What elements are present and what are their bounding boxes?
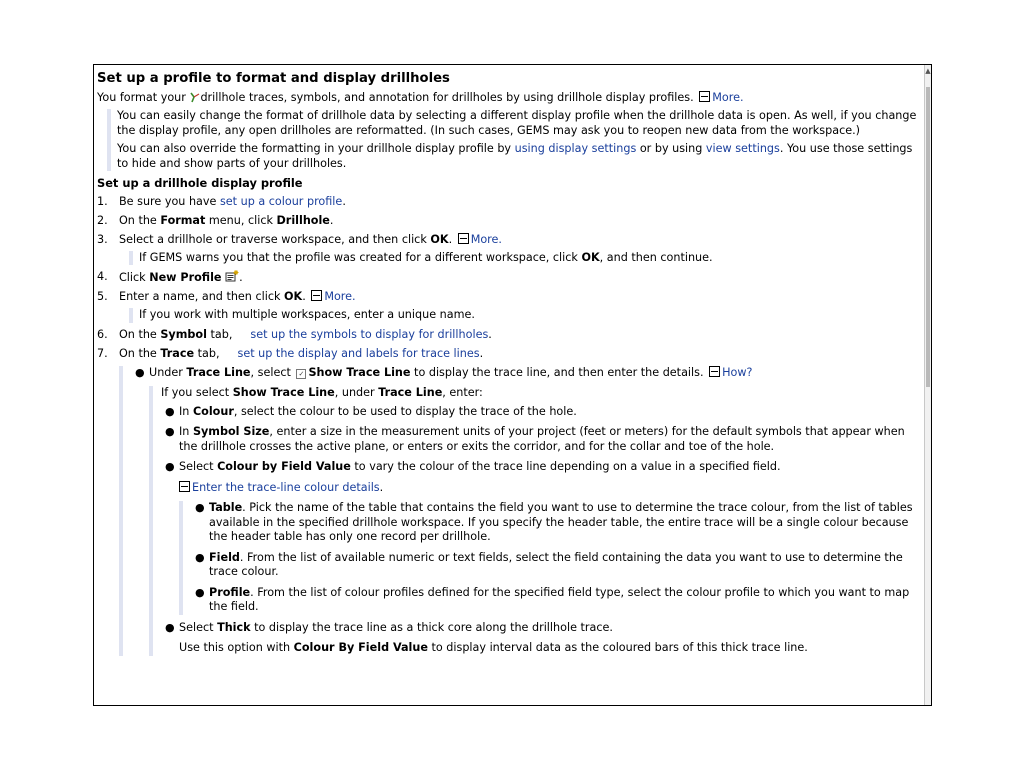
section-title: Set up a drillhole display profile (97, 176, 303, 190)
step-number: 7. (97, 346, 108, 360)
intro-more-link[interactable]: More. (712, 90, 744, 104)
intro-more-section (107, 109, 925, 171)
step-3 (97, 233, 925, 248)
step-text: . (479, 346, 484, 360)
step-4 (97, 270, 925, 286)
show-trace-line-bullet (131, 366, 925, 381)
bullet-icon: ● (135, 365, 145, 379)
trace-colour-details-link[interactable]: Enter the trace-line colour details (192, 480, 380, 494)
step-text: On the (119, 327, 161, 341)
step-number: 5. (97, 290, 108, 303)
step-text: menu, click (205, 213, 277, 227)
step-text: Click (119, 271, 150, 284)
bullet-icon: ● (195, 585, 205, 599)
table-label: Table (209, 501, 243, 514)
bullet-icon: ● (165, 460, 175, 473)
step-7 (97, 347, 925, 362)
step-2 (97, 214, 925, 229)
profile-bullet (191, 586, 925, 615)
bullet-text: . From the list of colour profiles defined for the specified field type, select the colour profile to which you want to map the field. (209, 585, 910, 613)
more-p2-text-a: You can also override the formatting in your drillhole display profile by (117, 142, 515, 155)
bullet-text: to display the trace line, and then enter the details. (410, 365, 708, 379)
more-paragraph-2 (117, 142, 925, 171)
step-text: . (302, 290, 310, 303)
view-settings-link[interactable]: view settings (705, 142, 780, 155)
show-trace-line-details (149, 386, 925, 656)
bullet-icon: ● (165, 620, 175, 634)
bullet-text: . From the list of available numeric or text fields, select the field containing the data you want to use to determine the trace colour. (209, 550, 903, 578)
step-6 (97, 328, 925, 343)
step-text: Select a drillhole or traverse workspace, and then click (119, 232, 431, 246)
step-text: tab, (194, 346, 220, 360)
bullet-icon: ● (165, 425, 175, 438)
colour-label: Colour (192, 404, 234, 418)
collapse-box-icon[interactable] (458, 233, 469, 244)
format-menu-label: Format (160, 213, 206, 227)
thick-note (161, 641, 925, 656)
colour-bullet (161, 405, 925, 420)
trace-line-label: Trace Line (378, 386, 443, 399)
symbol-tab-label: Symbol (160, 327, 207, 341)
help-content (97, 69, 925, 656)
step-text: On the (119, 213, 161, 227)
step-number: 2. (97, 213, 108, 227)
step-text: . (342, 194, 346, 208)
step-text: Be sure you have (119, 194, 220, 208)
step-text: . (488, 327, 492, 341)
bullet-text: Under (149, 365, 187, 379)
bullet-text: In (179, 425, 193, 438)
collapse-box-icon[interactable] (699, 91, 710, 102)
drillhole-command-label: Drillhole (276, 213, 330, 227)
bullet-icon: ● (195, 501, 205, 514)
detail-text: , enter: (442, 386, 483, 399)
step-text: . (329, 213, 334, 227)
drillhole-trace-icon (189, 92, 200, 103)
symbols-link[interactable]: set up the symbols to display for drillholes (250, 327, 489, 341)
page-title: Set up a profile to format and display drillholes (97, 71, 450, 86)
colour-by-field-label: Colour By Field Value (293, 641, 428, 654)
field-bullet (191, 551, 925, 580)
bullet-text: , select the colour to be used to display the trace of the hole. (233, 404, 577, 418)
intro-text-b: drillhole traces, symbols, and annotation for drillholes by using drillhole display profiles. (200, 90, 698, 104)
collapse-box-icon[interactable] (709, 366, 720, 377)
detail-text: If you select (161, 386, 233, 399)
step-5 (97, 290, 925, 305)
more-p2-text-c: . You use those settings to hide and show parts of your drillholes. (117, 142, 913, 170)
step-text: . (239, 271, 243, 284)
bullet-text: Select (179, 620, 218, 634)
link-suffix: . (379, 480, 384, 494)
step-3-note (129, 251, 925, 266)
symbol-size-bullet (161, 425, 925, 454)
scrollbar-thumb[interactable] (926, 87, 930, 387)
more-paragraph-1: You can easily change the format of drillhole data by selecting a different display profile when the drillhole data is open. As well, if you change the display profile, any open drillholes are reformatted. (In such cases, GEMS may ask you to reopen new data from the workspace.) (117, 109, 917, 137)
new-profile-icon (225, 270, 239, 282)
step-3-more-link[interactable]: More. (470, 232, 502, 246)
step-number: 3. (97, 232, 108, 246)
ok-label: OK (284, 290, 303, 303)
trace-line-label: Trace Line (186, 365, 251, 379)
vertical-scrollbar[interactable] (924, 65, 931, 705)
thick-bullet (161, 621, 925, 636)
colour-profile-link[interactable]: set up a colour profile (219, 194, 343, 208)
thick-label: Thick (217, 620, 251, 634)
bullet-text: Select (179, 460, 218, 473)
collapse-box-icon[interactable] (311, 290, 322, 301)
note-text: If GEMS warns you that the profile was created for a different workspace, click (139, 250, 582, 264)
trace-details-section (119, 366, 925, 656)
trace-tab-label: Trace (160, 346, 195, 360)
ok-label: OK (430, 232, 449, 246)
step-text: Enter a name, and then click (119, 290, 284, 303)
intro-paragraph (97, 91, 925, 106)
step-number: 6. (97, 327, 108, 341)
colour-by-field-bullet (161, 460, 925, 475)
detail-text: , under (334, 386, 379, 399)
help-document-frame (93, 64, 932, 706)
step-5-note: If you work with multiple workspaces, enter a unique name. (129, 308, 925, 323)
note-text: to display interval data as the coloured bars of this thick trace line. (427, 641, 808, 654)
ok-label: OK (581, 250, 600, 264)
bullet-text: In (179, 404, 193, 418)
bullet-text: to vary the colour of the trace line depending on a value in a specified field. (350, 460, 781, 473)
if-select-paragraph (161, 386, 925, 401)
field-label: Field (209, 550, 240, 564)
step-text: tab, (206, 327, 233, 341)
step-number: 1. (97, 194, 108, 208)
display-settings-link[interactable]: using display settings (514, 142, 637, 155)
trace-lines-link[interactable]: set up the display and labels for trace lines (237, 346, 480, 360)
trace-colour-details-toggle (179, 481, 925, 496)
bullet-text: , select (250, 365, 295, 379)
step-1 (97, 195, 925, 210)
bullet-text: , enter a size in the measurement units of your project (feet or meters) for the default symbols that appear when the drillhole crosses the active plane, or enters or exits the corridor, and for the collar and toe of the hole. (179, 425, 905, 453)
collapse-box-icon[interactable] (179, 481, 190, 492)
bullet-icon: ● (165, 404, 175, 418)
note-text: , and then continue. (599, 250, 713, 264)
show-trace-line-label: Show Trace Line (232, 386, 335, 399)
colour-by-field-label: Colour by Field Value (217, 460, 351, 473)
bullet-text: . Pick the name of the table that contains the field you want to use to determine the trace colour, from the list of tables available in the specified drillhole workspace. If you specify the header table, the entire trace will be a single colour because the header table has only one record per drillhole. (209, 501, 913, 543)
how-link[interactable]: How? (722, 365, 753, 379)
table-bullet (191, 501, 925, 545)
profile-label: Profile (209, 585, 251, 599)
more-p2-text-b: or by using (636, 142, 706, 155)
step-text: . (448, 232, 456, 246)
bullet-icon: ● (195, 550, 205, 564)
new-profile-label: New Profile (149, 271, 222, 284)
note-text: Use this option with (179, 641, 294, 654)
step-5-more-link[interactable]: More. (324, 290, 356, 303)
bullet-text: to display the trace line as a thick core along the drillhole trace. (250, 620, 613, 634)
trace-colour-details (179, 501, 925, 615)
intro-text-a: You format your (97, 90, 190, 104)
show-trace-line-label: Show Trace Line (308, 365, 411, 379)
symbol-size-label: Symbol Size (192, 425, 270, 438)
scroll-up-arrow-icon[interactable]: ▲ (925, 67, 931, 75)
step-text: On the (119, 346, 161, 360)
checkbox-icon: ✓ (296, 369, 306, 379)
step-number: 4. (97, 270, 108, 283)
